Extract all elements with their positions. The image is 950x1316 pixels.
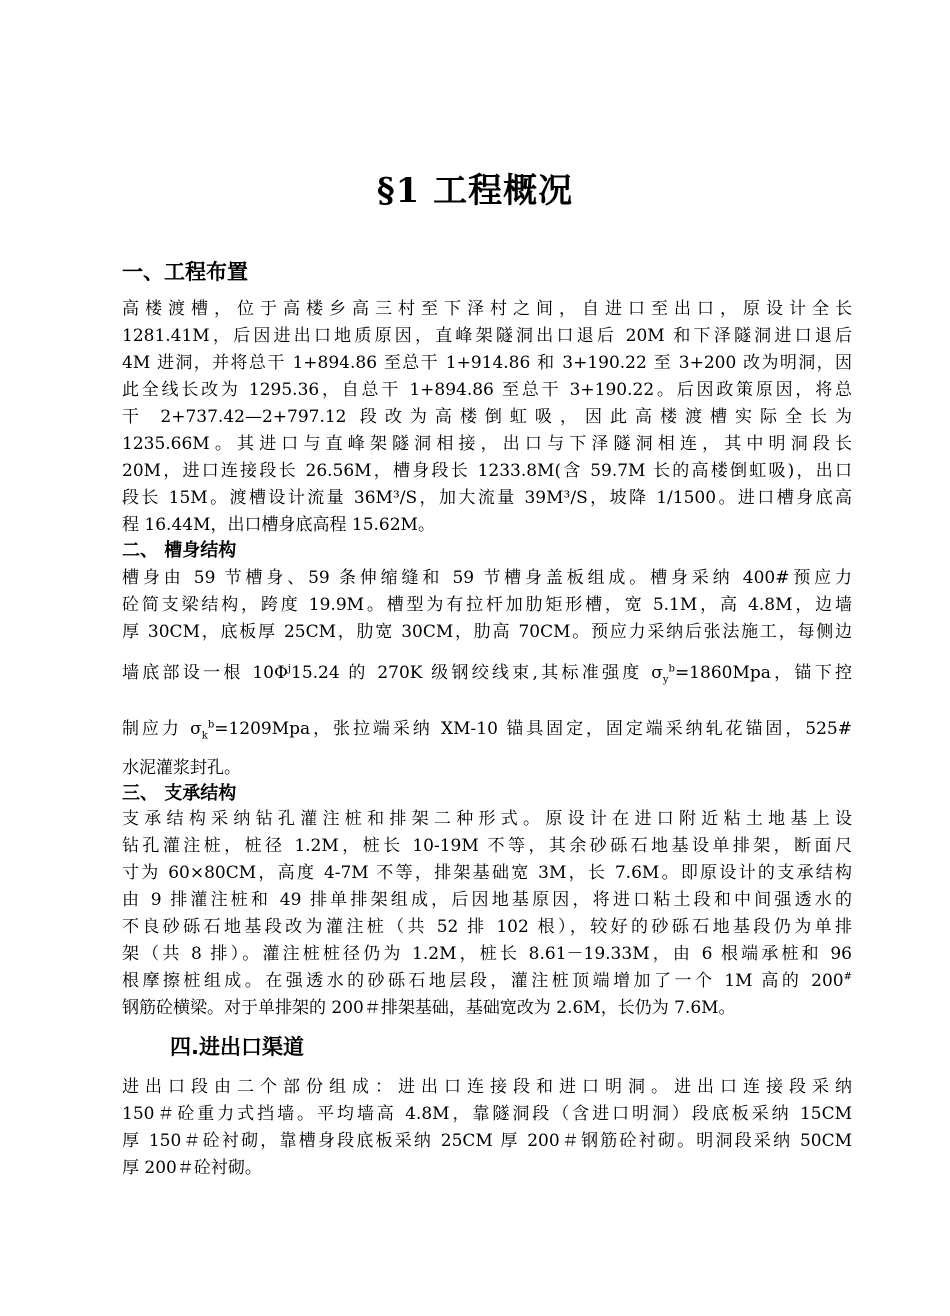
text-line-with-superscript [122,968,852,995]
text-line: 厚 150＃砼衬砌，靠槽身段底板采纳 25CM 厚 200＃钢筋砼衬砌。明洞段采纳 50CM [122,1131,852,1151]
section-heading-1: 一、工程布置 [122,260,248,284]
section-4-paragraph [122,1074,852,1182]
superscript: j [287,663,292,675]
text-line: 架（共 8 排）。灌注桩桩径仍为 1.2M，桩长 8.61－19.33M，由 6 根端承桩和 96 [122,944,852,964]
section-2-formula-line-2 [122,716,852,743]
text-line: 寸为 60×80CM，高度 4-7M 不等，排架基础宽 3M，长 7.6M。即原设计的支承结构 [122,863,852,883]
text-line: 进出口段由二个部份组成：进出口连接段和进口明洞。进出口连接段采纳 [122,1077,852,1097]
section-1-paragraph [122,296,852,539]
section-2-paragraph [122,565,852,646]
text-line: 高楼渡槽，位于高楼乡高三村至下泽村之间，自进口至出口，原设计全长 [122,299,852,319]
text-line: 干 2+737.42—2+797.12 段改为高楼倒虹吸，因此高楼渡槽实际全长为 [122,407,852,427]
text-line: 不良砂砾石地基段改为灌注桩（共 52 排 102 根），较好的砂砾石地基段仍为单排 [122,917,852,937]
text-line: 支承结构采纳钻孔灌注桩和排架二种形式。原设计在进口附近粘土地基上设 [122,809,852,829]
text-line: 1281.41M，后因进出口地质原因，直峰架隧洞出口退后 20M 和下泽隧洞进口退后 [122,326,852,346]
section-2-formula-line-1 [122,660,852,687]
section-heading-3: 三、 支承结构 [122,783,237,804]
text-fragment: =1860Mpa，锚下控 [674,663,852,683]
text-fragment: 制应力 σ [122,719,202,739]
section-3-paragraph [122,806,852,1022]
text-line: 厚 200＃砼衬砌。 [122,1158,262,1178]
text-line: 此全线长改为 1295.36，自总干 1+894.86 至总干 3+190.22。后因政策原因，将总 [122,380,852,400]
text-line: 段长 15M。渡槽设计流量 36M³/S，加大流量 39M³/S，坡降 1/1500。进口槽身底高 [122,488,852,508]
text-line: 砼简支梁结构，跨度 19.9M。槽型为有拉杆加肋矩形槽，宽 5.1M，高 4.8M，边墙 [122,595,852,615]
section-2-last-line [122,755,852,782]
text-line: 水泥灌浆封孔。 [122,758,241,778]
text-line-with-formula [122,660,852,687]
text-fragment: 15.24 的 270K 级钢绞线束,其标准强度 σ [291,663,663,683]
text-line: 4M 进洞，并将总干 1+894.86 至总干 1+914.86 和 3+190.22 至 3+200 改为明洞，因 [122,353,852,373]
text-line: 槽身由 59 节槽身、59 条伸缩缝和 59 节槽身盖板组成。槽身采纳 400#预应力 [122,568,852,588]
text-line: 20M，进口连接段长 26.56M，槽身段长 1233.8M(含 59.7M 长的高楼倒虹吸)，出口 [122,461,852,481]
superscript: b [668,663,675,675]
page-title: §1 工程概况 [376,171,574,211]
subscript: y [662,674,669,686]
superscript: b [207,719,215,731]
text-line: 程 16.44M，出口槽身底高程 15.62M。 [122,515,435,535]
text-fragment: =1209Mpa，张拉端采纳 XM-10 锚具固定，固定端采纳轧花锚固，525# [214,719,852,739]
text-line: 厚 30CM，底板厚 25CM，肋宽 30CM，肋高 70CM。预应力采纳后张法施工，每侧边 [122,622,852,642]
text-fragment: 墙底部设一根 10Φ [122,663,288,683]
text-line: 1235.66M。其进口与直峰架隧洞相接，出口与下泽隧洞相连，其中明洞段长 [122,434,852,454]
superscript: # [843,971,852,983]
text-line: 由 9 排灌注桩和 49 排单排架组成，后因地基原因，将进口粘土段和中间强透水的 [122,890,852,910]
section-heading-2: 二、 槽身结构 [122,540,237,561]
section-heading-4: 四.进出口渠道 [170,1035,304,1059]
text-line: 钢筋砼横梁。对于单排架的 200＃排架基础，基础宽改为 2.6M，长仍为 7.6M。 [122,998,736,1018]
text-fragment: 根摩擦桩组成。在强透水的砂砾石地层段，灌注桩顶端增加了一个 1M 高的 200 [122,971,844,991]
text-line-with-formula [122,716,852,743]
text-line: 钻孔灌注桩，桩径 1.2M，桩长 10-19M 不等，其余砂砾石地基设单排架，断面尺 [122,836,852,856]
text-line: 150＃砼重力式挡墙。平均墙高 4.8M，靠隧洞段（含进口明洞）段底板采纳 15CM [122,1104,852,1124]
subscript: k [201,730,208,742]
